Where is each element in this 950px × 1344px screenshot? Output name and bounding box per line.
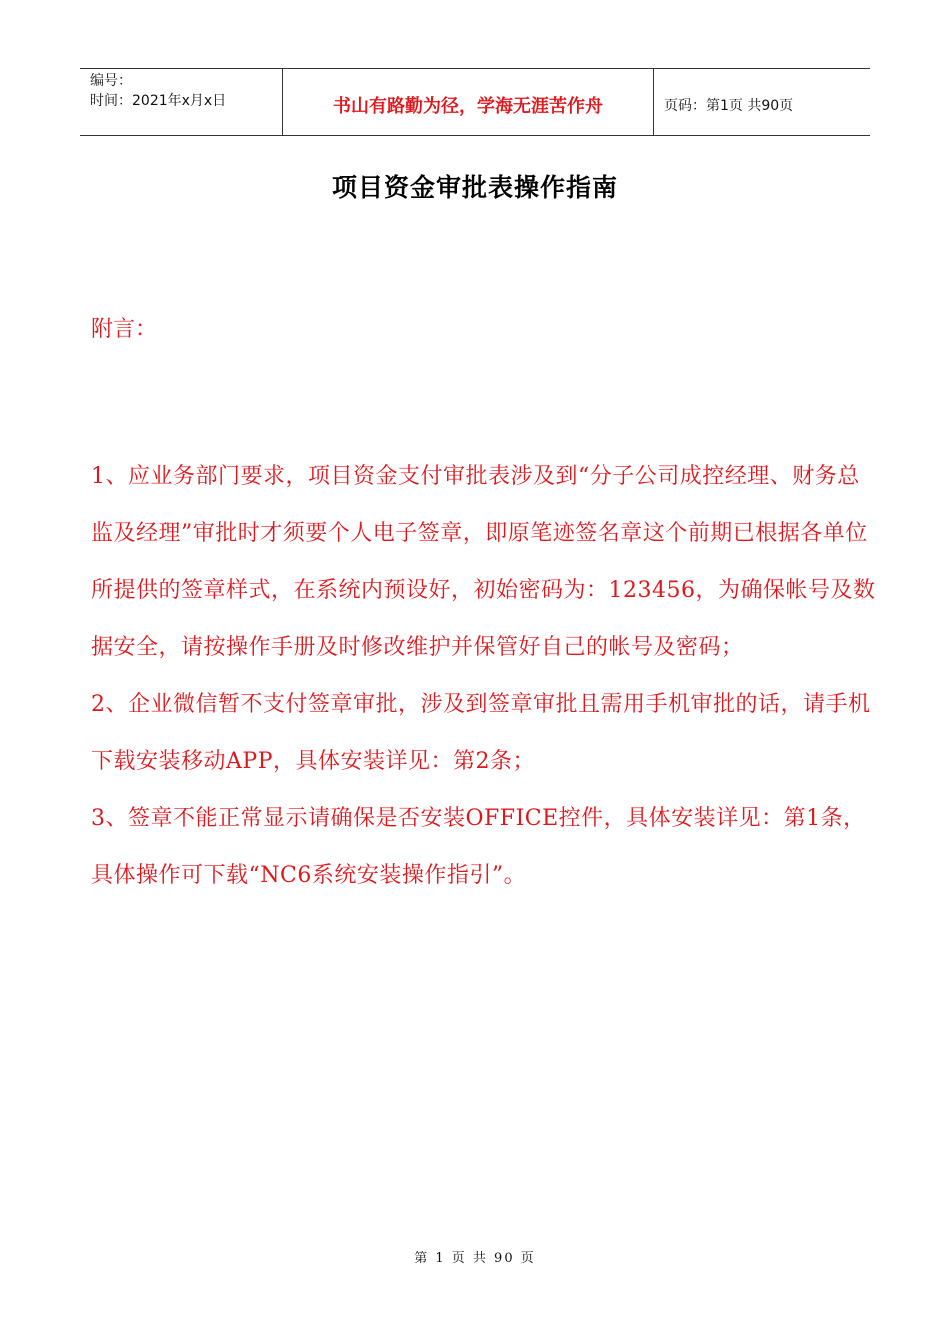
document-body	[91, 448, 877, 904]
header-page-info: 页码：第1页 共90页	[664, 98, 794, 114]
time-label: 时间：2021年x月x日	[90, 93, 227, 109]
header-meta	[80, 69, 282, 135]
note-label: 附言：	[91, 317, 158, 342]
document-title: 项目资金审批表操作指南	[331, 173, 618, 202]
header-motto: 书山有路勤为径，学海无涯苦作舟	[282, 69, 654, 135]
paragraph-1: 1、应业务部门要求，项目资金支付审批表涉及到“分子公司成控经理、财务总监及经理”审批时才须要个人电子签章，即原笔迹签名章这个前期已根据各单位所提供的签章样式，在系统内预设好，初始密码为：123456，为确保帐号及数据安全，请按操作手册及时修改维护并保管好自己的帐号及密码；	[91, 464, 876, 660]
paragraph-3: 3、签章不能正常显示请确保是否安装OFFICE控件，具体安装详见：第1条，具体操作可下载“NC6系统安装操作指引”。	[91, 806, 866, 888]
page-footer: 第 1 页 共 90 页	[414, 1251, 536, 1266]
paragraph-2: 2、企业微信暂不支付签章审批，涉及到签章审批且需用手机审批的话，请手机下载安装移动APP，具体安装详见：第2条；	[91, 692, 871, 774]
number-label: 编号：	[90, 73, 132, 89]
page-header	[80, 68, 870, 136]
